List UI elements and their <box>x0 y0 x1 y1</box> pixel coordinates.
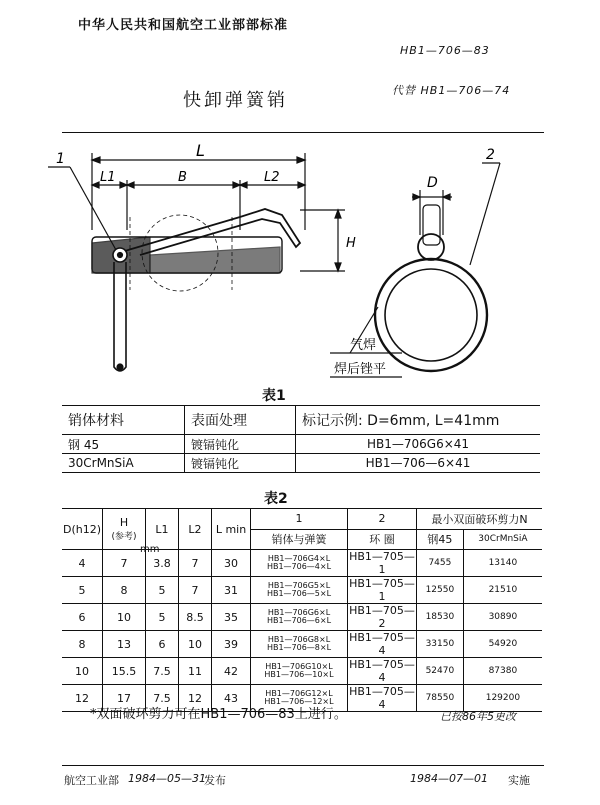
table2-header-Lmin: L min <box>212 509 251 550</box>
table1-header-finish: 表面处理 <box>185 406 296 435</box>
footer-divider <box>62 765 544 766</box>
table2-cell: 8 <box>103 577 146 604</box>
table-row <box>62 658 542 685</box>
table2-cell: 7 <box>179 550 212 577</box>
pin-code: HB1—706—12×L <box>264 697 334 706</box>
org-standard-title: 中华人民共和国航空工业部部标准 <box>78 18 289 33</box>
table2-header-D: D(h12) <box>62 509 103 550</box>
table2-unit-label: mm <box>140 544 160 555</box>
callout-2: 2 <box>486 147 495 163</box>
table2 <box>62 508 542 712</box>
pin-code: HB1—706—8×L <box>266 643 332 652</box>
table2-cell: 7 <box>103 550 146 577</box>
table2-cell: 13 <box>103 631 146 658</box>
table2-cell: 30 <box>212 550 251 577</box>
table2-cell-pin <box>251 604 348 631</box>
table1-cell: HB1—706G6×41 <box>296 435 541 454</box>
table2-header-steel45: 钢45 <box>417 529 464 550</box>
table2-cell: 5 <box>146 577 179 604</box>
table-row <box>62 577 542 604</box>
table2-caption: 表2 <box>264 491 288 507</box>
table1-header-material: 销体材料 <box>62 406 185 435</box>
table-row <box>62 435 540 454</box>
footer-effective-label: 实施 <box>508 774 530 787</box>
replaces-standard: 代替 HB1—706—74 <box>392 84 511 97</box>
pin-code: HB1—706G8×L <box>267 635 331 644</box>
table1-cell: 镀镉钝化 <box>185 454 296 473</box>
table2-cell: HB1—705—1 <box>349 550 415 576</box>
callout-1: 1 <box>56 151 65 167</box>
table2-header-shear: 最小双面破环剪力N <box>417 509 543 530</box>
table-row <box>62 550 542 577</box>
table2-cell: HB1—705—2 <box>349 604 415 630</box>
table2-cell: 52470 <box>417 658 464 685</box>
table2-cell: 5 <box>62 577 103 604</box>
table1-cell: HB1—706—6×41 <box>296 454 541 473</box>
table2-cell: 21510 <box>463 577 542 604</box>
table-row <box>62 631 542 658</box>
pin-code: HB1—706G6×L <box>267 608 331 617</box>
pin-code: HB1—706G10×L <box>265 662 333 671</box>
table2-cell: 3.8 <box>146 550 179 577</box>
table2-header-30crmnsia: 30CrMnSiA <box>463 529 542 550</box>
dim-D-label: D <box>427 175 438 191</box>
handwritten-note: 已按86年5更改 <box>440 710 516 723</box>
table2-cell-pin <box>251 658 348 685</box>
table2-header-col2: 2 <box>348 509 417 530</box>
weld-finish-label: 焊后锉平 <box>334 362 387 377</box>
dim-H-label: H <box>346 236 356 251</box>
table2-cell: 10 <box>179 631 212 658</box>
dim-L1-label: L1 <box>100 170 116 185</box>
pin-side-view <box>48 153 345 371</box>
footer-effective-date: 1984—07—01 <box>410 772 488 785</box>
weld-label: 气焊 <box>350 338 377 353</box>
table1-cell: 镀镉钝化 <box>185 435 296 454</box>
table2-cell: 18530 <box>417 604 464 631</box>
table2-header-pin-spring: 销体与弹簧 <box>251 529 348 550</box>
table2-cell: 5 <box>146 604 179 631</box>
table2-header-H-symbol: H <box>119 516 129 529</box>
table2-cell: 7 <box>179 577 212 604</box>
table2-cell: 10 <box>62 658 103 685</box>
dim-L2-label: L2 <box>264 170 280 185</box>
table2-cell-pin <box>251 631 348 658</box>
table2-cell: 78550 <box>417 685 464 712</box>
pin-code: HB1—706G4×L <box>267 554 331 563</box>
dim-B-label: B <box>178 170 187 185</box>
table2-header-H-note: (参考) <box>111 532 137 542</box>
table2-cell: 7.5 <box>146 685 179 712</box>
table2-header-col1: 1 <box>251 509 348 530</box>
standard-number: HB1—706—83 <box>400 44 490 57</box>
table2-cell: 129200 <box>463 685 542 712</box>
table2-cell-pin <box>251 577 348 604</box>
table2-cell: HB1—705—4 <box>349 685 415 711</box>
table2-cell: 11 <box>179 658 212 685</box>
table2-cell: 15.5 <box>103 658 146 685</box>
table2-cell: 7.5 <box>146 658 179 685</box>
footer-issue-date: 1984—05—31 <box>128 772 206 785</box>
table2-cell: 42 <box>212 658 251 685</box>
table2-cell: 33150 <box>417 631 464 658</box>
table2-cell: 87380 <box>463 658 542 685</box>
pin-code: HB1—706—4×L <box>266 562 332 571</box>
table2-cell: 7455 <box>417 550 464 577</box>
header-divider <box>62 132 544 133</box>
table-row <box>62 454 540 473</box>
footer-issuer: 航空工业部 <box>64 774 119 787</box>
table2-header-L2: L2 <box>179 509 212 550</box>
pin-code: HB1—706—5×L <box>266 589 332 598</box>
pin-code: HB1—706—10×L <box>264 670 334 679</box>
table2-cell: 43 <box>212 685 251 712</box>
table2-cell: HB1—705—4 <box>349 658 415 684</box>
table-row <box>62 406 540 435</box>
pin-code: HB1—706G5×L <box>267 581 331 590</box>
table2-cell: 6 <box>62 604 103 631</box>
table2-cell: 12 <box>62 685 103 712</box>
table2-cell: HB1—705—1 <box>349 577 415 603</box>
table2-cell-pin <box>251 550 348 577</box>
table2-cell: 6 <box>146 631 179 658</box>
table1-cell: 30CrMnSiA <box>62 454 185 473</box>
table2-header-L1: L1 <box>146 509 179 550</box>
table2-cell: 39 <box>212 631 251 658</box>
table1-caption: 表1 <box>262 388 286 404</box>
table2-cell: 4 <box>62 550 103 577</box>
table-row <box>62 604 542 631</box>
table2-cell: 12 <box>179 685 212 712</box>
footer-issue-label: 发布 <box>204 774 226 787</box>
table2-cell: 35 <box>212 604 251 631</box>
table2-cell: 30890 <box>463 604 542 631</box>
table-row <box>62 509 542 530</box>
table1 <box>62 405 540 473</box>
footnote: *双面破环剪力可在HB1—706—83上进行。 <box>90 707 347 722</box>
table2-cell: 10 <box>103 604 146 631</box>
table2-cell: 54920 <box>463 631 542 658</box>
technical-drawing <box>0 135 600 395</box>
pin-code: HB1—706G12×L <box>265 689 333 698</box>
table2-cell: HB1—705—4 <box>349 631 415 657</box>
table2-cell: 12550 <box>417 577 464 604</box>
table2-cell: 13140 <box>463 550 542 577</box>
table2-cell: 8.5 <box>179 604 212 631</box>
table2-header-ring: 环 圈 <box>348 529 417 550</box>
table2-cell: 8 <box>62 631 103 658</box>
table2-cell: 31 <box>212 577 251 604</box>
table1-header-example: 标记示例: D=6mm, L=41mm <box>296 406 541 435</box>
page-title: 快卸弹簧销 <box>183 90 288 111</box>
dim-L-label: L <box>196 141 205 160</box>
table2-cell: 17 <box>103 685 146 712</box>
table1-cell: 钢 45 <box>62 435 185 454</box>
pin-code: HB1—706—6×L <box>266 616 332 625</box>
